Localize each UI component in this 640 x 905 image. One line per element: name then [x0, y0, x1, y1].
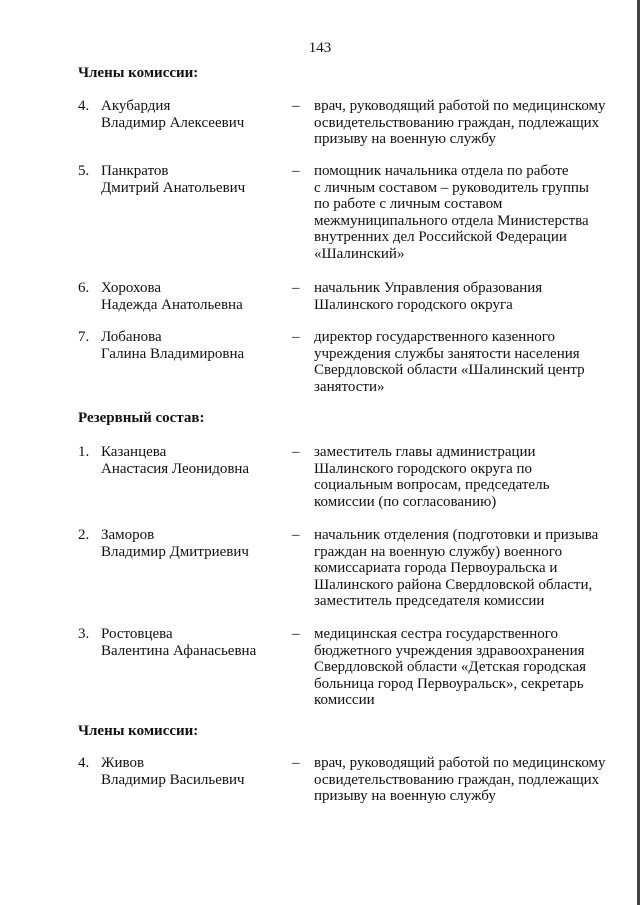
member-role: помощник начальника отдела по работе с личным составом – руководитель группы по работе с личным составом межмуниципального отдела Министерства внутренних дел Российской Федерации «Шалинский»: [314, 163, 589, 262]
section-heading-members: Члены комиссии:: [78, 65, 199, 81]
member-name: Панкратов Дмитрий Анатольевич: [101, 163, 246, 196]
member-name: Ростовцева Валентина Афанасьевна: [101, 626, 257, 659]
member-name: Заморов Владимир Дмитриевич: [101, 527, 249, 560]
entry-dash: –: [292, 280, 300, 296]
member-role: заместитель главы администрации Шалинского городского округа по социальным вопросам, председатель комиссии (по согласованию): [314, 444, 550, 510]
entry-number: 4.: [78, 98, 90, 114]
entry-number: 5.: [78, 163, 90, 179]
member-role: врач, руководящий работой по медицинскому освидетельствованию граждан, подлежащих призыву на военную службу: [314, 98, 606, 147]
section-heading-reserve: Резервный состав:: [78, 410, 205, 426]
entry-dash: –: [292, 527, 300, 543]
member-role: медицинская сестра государственного бюджетного учреждения здравоохранения Свердловской области «Детская городская больница город Первоуральск», секретарь комиссии: [314, 626, 587, 708]
page-number: 143: [308, 40, 332, 56]
entry-number: 4.: [78, 755, 90, 771]
section-heading-members: Члены комиссии:: [78, 723, 199, 739]
member-role: начальник отделения (подготовки и призыва граждан на военную службу) военного комиссариата города Первоуральска и Шалинского района Свердловской области, заместитель председателя комиссии: [314, 527, 599, 609]
entry-number: 3.: [78, 626, 90, 642]
member-name: Акубардия Владимир Алексеевич: [101, 98, 245, 131]
member-name: Живов Владимир Васильевич: [101, 755, 245, 788]
entry-dash: –: [292, 98, 300, 114]
entry-dash: –: [292, 163, 300, 179]
member-role: директор государственного казенного учреждения службы занятости населения Свердловской области «Шалинский центр занятости»: [314, 329, 585, 395]
entry-dash: –: [292, 444, 300, 460]
entry-dash: –: [292, 329, 300, 345]
member-role: начальник Управления образования Шалинского городского округа: [314, 280, 543, 313]
entry-number: 2.: [78, 527, 90, 543]
member-name: Лобанова Галина Владимировна: [101, 329, 245, 362]
member-name: Хорохова Надежда Анатольевна: [101, 280, 243, 313]
entry-number: 7.: [78, 329, 90, 345]
member-name: Казанцева Анастасия Леонидовна: [101, 444, 250, 477]
entry-number: 6.: [78, 280, 90, 296]
entry-dash: –: [292, 626, 300, 642]
entry-number: 1.: [78, 444, 90, 460]
entry-dash: –: [292, 755, 300, 771]
member-role: врач, руководящий работой по медицинскому освидетельствованию граждан, подлежащих призыву на военную службу: [314, 755, 606, 804]
